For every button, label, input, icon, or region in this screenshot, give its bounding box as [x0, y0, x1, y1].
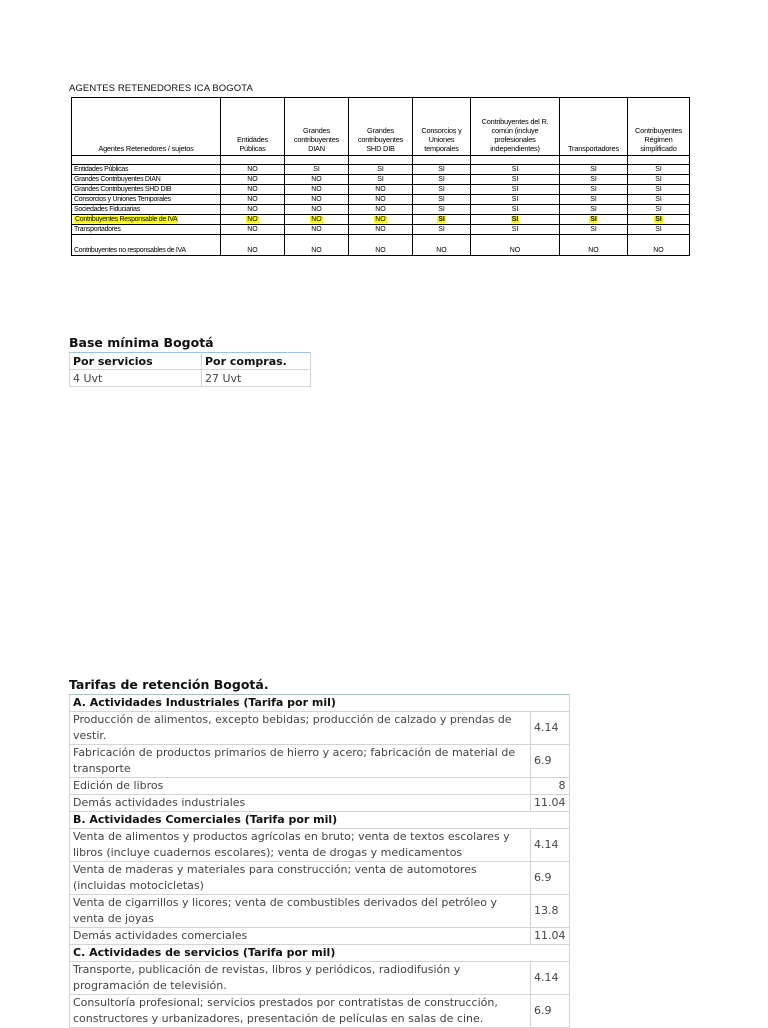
agentes-cell-value: NO	[247, 216, 258, 223]
agentes-cell	[285, 225, 349, 235]
agentes-cell	[560, 175, 628, 185]
agentes-cell	[285, 165, 349, 175]
tarifas-rate: 8	[531, 778, 570, 795]
agentes-cell	[413, 195, 471, 205]
agentes-row-label	[72, 175, 221, 185]
agentes-row-label-text: Consorcios y Uniones Temporales	[74, 196, 171, 203]
agentes-cell	[349, 185, 413, 195]
agentes-cell	[413, 205, 471, 215]
tarifas-section-heading-row	[70, 945, 570, 962]
tarifas-table	[69, 694, 570, 1028]
agentes-cell-value: NO	[375, 226, 386, 233]
tarifas-desc: Fabricación de productos primarios de hierro y acero; fabricación de material de transporte	[70, 745, 531, 778]
agentes-cell	[628, 175, 690, 185]
agentes-cell	[471, 235, 560, 256]
agentes-cell-value: SI	[438, 176, 445, 183]
base-value-row	[70, 370, 311, 387]
agentes-cell	[560, 225, 628, 235]
tarifas-section-heading-row	[70, 812, 570, 829]
agentes-cell-value: SI	[438, 186, 445, 193]
agentes-cell	[628, 205, 690, 215]
agentes-header-cell: Grandes contribuyentes DIAN	[285, 98, 349, 156]
agentes-cell-value: SI	[377, 166, 384, 173]
agentes-row-label-text: Contribuyentes no responsables de IVA	[74, 247, 186, 254]
base-header-compras: Por compras.	[202, 353, 311, 370]
agentes-cell	[285, 175, 349, 185]
agentes-row-label-text: Contribuyentes Responsable de IVA	[75, 216, 178, 223]
tarifas-section-heading: A. Actividades Industriales (Tarifa por mil)	[70, 695, 570, 712]
agentes-row-label	[72, 225, 221, 235]
tarifas-row	[70, 862, 570, 895]
agentes-row	[72, 165, 690, 175]
agentes-cell-value: NO	[375, 247, 386, 254]
agentes-cell	[471, 185, 560, 195]
tarifas-desc: Venta de cigarrillos y licores; venta de combustibles derivados del petróleo y venta de joyas	[70, 895, 531, 928]
tarifas-section-heading: B. Actividades Comerciales (Tarifa por mil)	[70, 812, 570, 829]
agentes-cell-value: NO	[247, 226, 258, 233]
agentes-cell	[413, 225, 471, 235]
agentes-cell	[349, 215, 413, 225]
agentes-cell	[471, 215, 560, 225]
agentes-cell	[628, 215, 690, 225]
agentes-row-label	[72, 215, 221, 225]
agentes-cell-value: SI	[313, 166, 320, 173]
tarifas-section-heading-row	[70, 695, 570, 712]
agentes-cell	[221, 175, 285, 185]
base-minima-table	[69, 352, 311, 387]
agentes-cell	[560, 185, 628, 195]
agentes-header-cell: Contribuyentes Régimen simplificado	[628, 98, 690, 156]
tarifas-rate: 4.14	[531, 962, 570, 995]
agentes-cell-value: NO	[311, 226, 322, 233]
agentes-row-label-text: Grandes Contribuyentes DIAN	[74, 176, 161, 183]
agentes-header-cell: Grandes contribuyentes SHD DIB	[349, 98, 413, 156]
agentes-cell-value: NO	[375, 196, 386, 203]
tarifas-row	[70, 795, 570, 812]
agentes-cell	[628, 225, 690, 235]
agentes-row-label	[72, 205, 221, 215]
agentes-retenedores-table	[71, 97, 690, 256]
base-value-compras: 27 Uvt	[202, 370, 311, 387]
agentes-row	[72, 205, 690, 215]
agentes-cell-value: NO	[375, 216, 386, 223]
tarifas-rate: 4.14	[531, 712, 570, 745]
agentes-cell-value: SI	[590, 176, 597, 183]
tarifas-row	[70, 995, 570, 1028]
tarifas-section-heading: C. Actividades de servicios (Tarifa por mil)	[70, 945, 570, 962]
agentes-cell	[221, 195, 285, 205]
agentes-cell	[413, 235, 471, 256]
agentes-cell-value: SI	[377, 176, 384, 183]
agentes-cell	[560, 235, 628, 256]
tarifas-desc: Demás actividades comerciales	[70, 928, 531, 945]
agentes-cell	[628, 165, 690, 175]
agentes-title: AGENTES RETENEDORES ICA BOGOTA	[69, 83, 253, 94]
agentes-row-label-text: Entidades Públicas	[74, 166, 129, 173]
tarifas-row	[70, 745, 570, 778]
agentes-cell-value: SI	[590, 196, 597, 203]
agentes-cell-value: SI	[590, 206, 597, 213]
agentes-cell-value: SI	[655, 196, 662, 203]
agentes-header-cell: Transportadores	[560, 98, 628, 156]
agentes-cell	[349, 195, 413, 205]
agentes-cell	[413, 215, 471, 225]
agentes-cell-value: SI	[438, 196, 445, 203]
tarifas-rate: 4.14	[531, 829, 570, 862]
agentes-cell-value: NO	[247, 186, 258, 193]
base-value-servicios: 4 Uvt	[70, 370, 202, 387]
agentes-row	[72, 185, 690, 195]
agentes-row	[72, 225, 690, 235]
agentes-cell-value: SI	[511, 226, 519, 233]
agentes-cell	[471, 225, 560, 235]
base-header-servicios: Por servicios	[70, 353, 202, 370]
agentes-cell-value: NO	[375, 206, 386, 213]
agentes-cell-value: NO	[247, 206, 258, 213]
agentes-header-cell: Entidades Públicas	[221, 98, 285, 156]
tarifas-row	[70, 928, 570, 945]
agentes-cell	[285, 195, 349, 205]
tarifas-rate: 13.8	[531, 895, 570, 928]
agentes-cell-value: NO	[247, 247, 258, 254]
agentes-cell-value: SI	[438, 226, 445, 233]
agentes-cell-value: SI	[438, 166, 445, 173]
agentes-row	[72, 235, 690, 256]
agentes-cell-value: SI	[590, 166, 597, 173]
agentes-header-row	[72, 98, 690, 156]
agentes-cell-value: NO	[247, 196, 258, 203]
agentes-cell-value: SI	[655, 216, 662, 223]
base-minima-title: Base mínima Bogotá	[69, 335, 214, 350]
agentes-cell	[221, 215, 285, 225]
tarifas-desc: Transporte, publicación de revistas, libros y periódicos, radiodifusión y programación de televisión.	[70, 962, 531, 995]
tarifas-row	[70, 962, 570, 995]
agentes-cell-value: NO	[311, 216, 322, 223]
agentes-cell	[221, 225, 285, 235]
agentes-row	[72, 195, 690, 205]
agentes-cell-value: SI	[438, 206, 445, 213]
agentes-row-label-text: Grandes Contribuyentes SHD DIB	[74, 186, 172, 193]
agentes-cell	[413, 185, 471, 195]
agentes-cell	[285, 185, 349, 195]
agentes-cell	[560, 165, 628, 175]
agentes-cell	[471, 175, 560, 185]
tarifas-desc: Venta de alimentos y productos agrícolas en bruto; venta de textos escolares y libros (incluye cuadernos escolares); venta de drogas y medicamentos	[70, 829, 531, 862]
agentes-cell-value: SI	[511, 186, 519, 193]
agentes-header-cell: Contribuyentes del R. común (incluye profesionales independientes)	[471, 98, 560, 156]
agentes-cell	[628, 185, 690, 195]
agentes-cell	[349, 235, 413, 256]
tarifas-row	[70, 829, 570, 862]
tarifas-rate: 11.04	[531, 928, 570, 945]
agentes-cell-value: SI	[511, 206, 519, 213]
agentes-cell-value: SI	[655, 206, 662, 213]
agentes-cell	[471, 195, 560, 205]
agentes-cell-value: NO	[436, 247, 447, 254]
agentes-cell-value: SI	[511, 216, 519, 223]
agentes-cell	[349, 205, 413, 215]
agentes-cell-value: SI	[655, 166, 662, 173]
agentes-cell	[628, 235, 690, 256]
agentes-header-cell: Agentes Retenedores / sujetos	[72, 98, 221, 156]
agentes-cell	[349, 165, 413, 175]
agentes-cell	[628, 195, 690, 205]
agentes-cell	[560, 205, 628, 215]
base-header-row	[70, 353, 311, 370]
agentes-cell-value: NO	[311, 206, 322, 213]
agentes-row	[72, 215, 690, 225]
agentes-cell-value: SI	[438, 216, 445, 223]
agentes-cell	[471, 205, 560, 215]
tarifas-desc: Edición de libros	[70, 778, 531, 795]
agentes-row-label-text: Sociedades Fiduciarias	[74, 206, 140, 213]
agentes-cell-value: NO	[311, 247, 322, 254]
agentes-cell	[413, 175, 471, 185]
agentes-row-label-text: Transportadores	[74, 226, 121, 233]
tarifas-desc: Consultoría profesional; servicios prestados por contratistas de construcción, constructores y urbanizadores, presentación de películas en salas de cine.	[70, 995, 531, 1028]
agentes-row-label	[72, 185, 221, 195]
agentes-cell-value: SI	[655, 226, 662, 233]
agentes-cell-value: SI	[655, 186, 662, 193]
tarifas-desc: Demás actividades industriales	[70, 795, 531, 812]
agentes-cell-value: SI	[511, 166, 519, 173]
agentes-cell-value: NO	[653, 247, 664, 254]
agentes-cell-value: SI	[511, 196, 519, 203]
agentes-header-cell: Consorcios y Uniones temporales	[413, 98, 471, 156]
agentes-row	[72, 175, 690, 185]
tarifas-rate: 11.04	[531, 795, 570, 812]
tarifas-title: Tarifas de retención Bogotá.	[69, 677, 269, 692]
tarifas-desc: Venta de maderas y materiales para construcción; venta de automotores (incluidas motocicletas)	[70, 862, 531, 895]
agentes-cell-value: SI	[590, 216, 597, 223]
agentes-cell-value: NO	[509, 247, 521, 254]
agentes-cell-value: NO	[311, 196, 322, 203]
agentes-cell	[221, 235, 285, 256]
agentes-row-label	[72, 165, 221, 175]
tarifas-rate: 6.9	[531, 862, 570, 895]
agentes-cell-value: NO	[588, 247, 599, 254]
agentes-cell-value: NO	[247, 176, 258, 183]
agentes-row-label	[72, 235, 221, 256]
agentes-row-label	[72, 195, 221, 205]
agentes-cell	[560, 195, 628, 205]
agentes-cell	[221, 205, 285, 215]
agentes-cell-value: SI	[590, 226, 597, 233]
agentes-cell	[221, 185, 285, 195]
tarifas-rate: 6.9	[531, 995, 570, 1028]
tarifas-desc: Producción de alimentos, excepto bebidas; producción de calzado y prendas de vestir.	[70, 712, 531, 745]
tarifas-row	[70, 778, 570, 795]
agentes-cell-value: NO	[311, 176, 322, 183]
tarifas-row	[70, 712, 570, 745]
agentes-cell	[349, 175, 413, 185]
agentes-cell-value: SI	[511, 176, 519, 183]
agentes-cell	[560, 215, 628, 225]
agentes-cell	[221, 165, 285, 175]
agentes-spacer-row	[72, 156, 690, 165]
tarifas-rate: 6.9	[531, 745, 570, 778]
agentes-cell	[285, 235, 349, 256]
agentes-cell-value: SI	[655, 176, 662, 183]
agentes-cell-value: NO	[311, 186, 322, 193]
tarifas-row	[70, 895, 570, 928]
agentes-cell	[471, 165, 560, 175]
agentes-cell-value: NO	[375, 186, 386, 193]
agentes-cell	[285, 215, 349, 225]
agentes-cell	[349, 225, 413, 235]
agentes-cell	[413, 165, 471, 175]
agentes-cell-value: NO	[247, 166, 258, 173]
agentes-cell-value: SI	[590, 186, 597, 193]
agentes-cell	[285, 205, 349, 215]
